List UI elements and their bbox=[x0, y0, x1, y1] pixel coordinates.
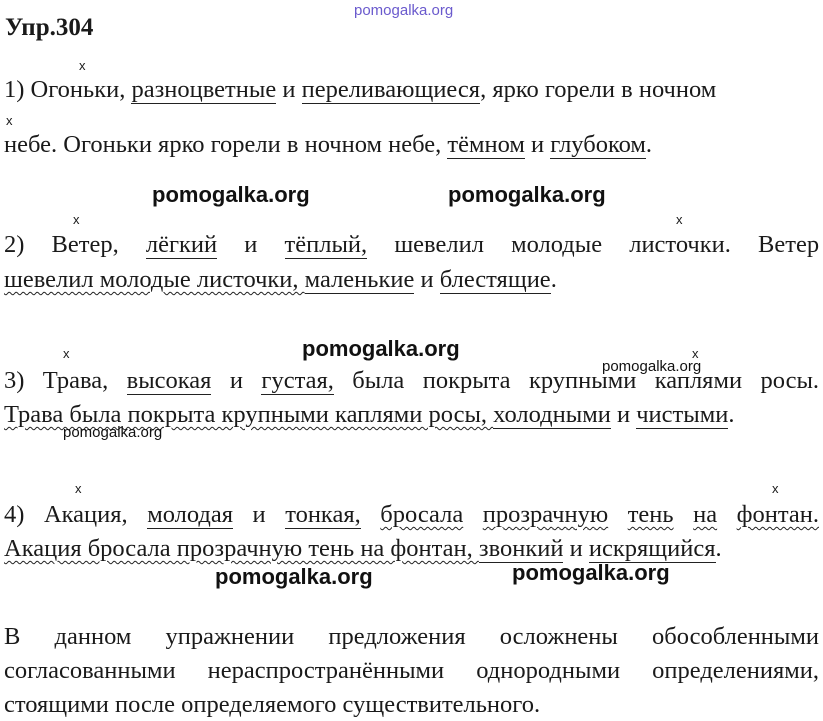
text: росы. bbox=[760, 367, 820, 394]
sentence-1-line-1 bbox=[4, 75, 716, 105]
text: и bbox=[563, 535, 589, 562]
wavy-word: прозрачную bbox=[482, 501, 609, 528]
text: 3) Трава, bbox=[4, 367, 109, 394]
text: . bbox=[550, 266, 557, 293]
text: и bbox=[276, 76, 302, 103]
underlined-word: искрящийся bbox=[588, 535, 716, 562]
cross-mark: x bbox=[692, 346, 699, 361]
text: и bbox=[244, 231, 258, 258]
underlined-word: блестящие bbox=[439, 266, 551, 293]
text: небе. Огоньки ярко горели в ночном небе, bbox=[4, 131, 448, 158]
underlined-word: звонкий bbox=[478, 535, 564, 562]
sentence-2-line-1 bbox=[4, 230, 819, 260]
underlined-word: маленькие bbox=[304, 266, 415, 293]
sentence-2-line-2 bbox=[4, 265, 557, 295]
underlined-word: молодая bbox=[147, 501, 233, 528]
wavy-word: на bbox=[693, 501, 718, 528]
watermark-small: pomogalka.org bbox=[602, 358, 702, 375]
wavy-word: фонтан. bbox=[736, 501, 819, 528]
underlined-word: тёплый, bbox=[284, 231, 368, 258]
conclusion-line-3: стоящими после определяемого существительного. bbox=[4, 691, 541, 718]
underlined-word: чистыми bbox=[636, 401, 729, 428]
underlined-word: высокая bbox=[126, 367, 212, 394]
underlined-word: лёгкий bbox=[145, 231, 218, 258]
watermark: pomogalka.org bbox=[302, 336, 460, 361]
cross-mark: x bbox=[63, 346, 70, 361]
text: и bbox=[524, 131, 551, 158]
sentence-1-line-2 bbox=[4, 130, 652, 160]
text: крупными bbox=[528, 367, 637, 394]
underlined-word: переливающиеся bbox=[301, 76, 481, 103]
text: и bbox=[414, 266, 440, 293]
text: была bbox=[352, 367, 405, 394]
conclusion-line-2: согласованными нераспространёнными однородными определениями, bbox=[4, 657, 819, 684]
text: и bbox=[610, 401, 637, 428]
watermark-top: pomogalka.org bbox=[354, 2, 454, 19]
underlined-word: тонкая, bbox=[285, 501, 361, 528]
cross-mark: x bbox=[772, 481, 779, 496]
text: . bbox=[728, 401, 735, 428]
watermark: pomogalka.org bbox=[152, 182, 310, 207]
text: 4) Акация, bbox=[4, 501, 128, 528]
text: и bbox=[252, 501, 266, 528]
text: 1) Огоньки, bbox=[4, 76, 132, 103]
text: листочки. bbox=[629, 231, 731, 258]
text: и bbox=[229, 367, 243, 394]
cross-mark: x bbox=[6, 113, 13, 128]
cross-mark: x bbox=[79, 58, 86, 73]
underlined-word: густая, bbox=[261, 367, 334, 394]
text: каплями bbox=[654, 367, 743, 394]
conclusion-line-1: В данном упражнении предложения осложнены обособленными bbox=[4, 623, 819, 650]
wavy-word: тень bbox=[627, 501, 674, 528]
wavy-text: Акация бросала прозрачную тень на фонтан, bbox=[4, 535, 479, 562]
underlined-word: тёмном bbox=[447, 131, 525, 158]
cross-mark: x bbox=[75, 481, 82, 496]
watermark: pomogalka.org bbox=[448, 182, 606, 207]
wavy-text: Трава была покрыта крупными каплями росы, bbox=[4, 401, 494, 428]
cross-mark: x bbox=[73, 212, 80, 227]
text: . bbox=[645, 131, 653, 158]
wavy-word: бросала bbox=[380, 501, 464, 528]
underlined-word: глубоком bbox=[550, 131, 646, 158]
text: молодые bbox=[511, 231, 603, 258]
sentence-4-line-1 bbox=[4, 500, 819, 530]
cross-mark: x bbox=[676, 212, 683, 227]
text: , ярко горели в ночном bbox=[480, 76, 717, 103]
text: шевелил bbox=[394, 231, 484, 258]
underlined-word: разноцветные bbox=[131, 76, 277, 103]
wavy-text: шевелил молодые листочки, bbox=[4, 266, 305, 293]
sentence-3-line-1 bbox=[4, 366, 819, 396]
text: Ветер bbox=[758, 231, 820, 258]
text: . bbox=[715, 535, 722, 562]
text: 2) Ветер, bbox=[4, 231, 119, 258]
watermark: pomogalka.org bbox=[512, 560, 670, 585]
text: покрыта bbox=[422, 367, 511, 394]
underlined-word: холодными bbox=[493, 401, 611, 428]
watermark-small: pomogalka.org bbox=[63, 424, 163, 441]
exercise-title: Упр.304 bbox=[5, 14, 94, 41]
watermark: pomogalka.org bbox=[215, 564, 373, 589]
